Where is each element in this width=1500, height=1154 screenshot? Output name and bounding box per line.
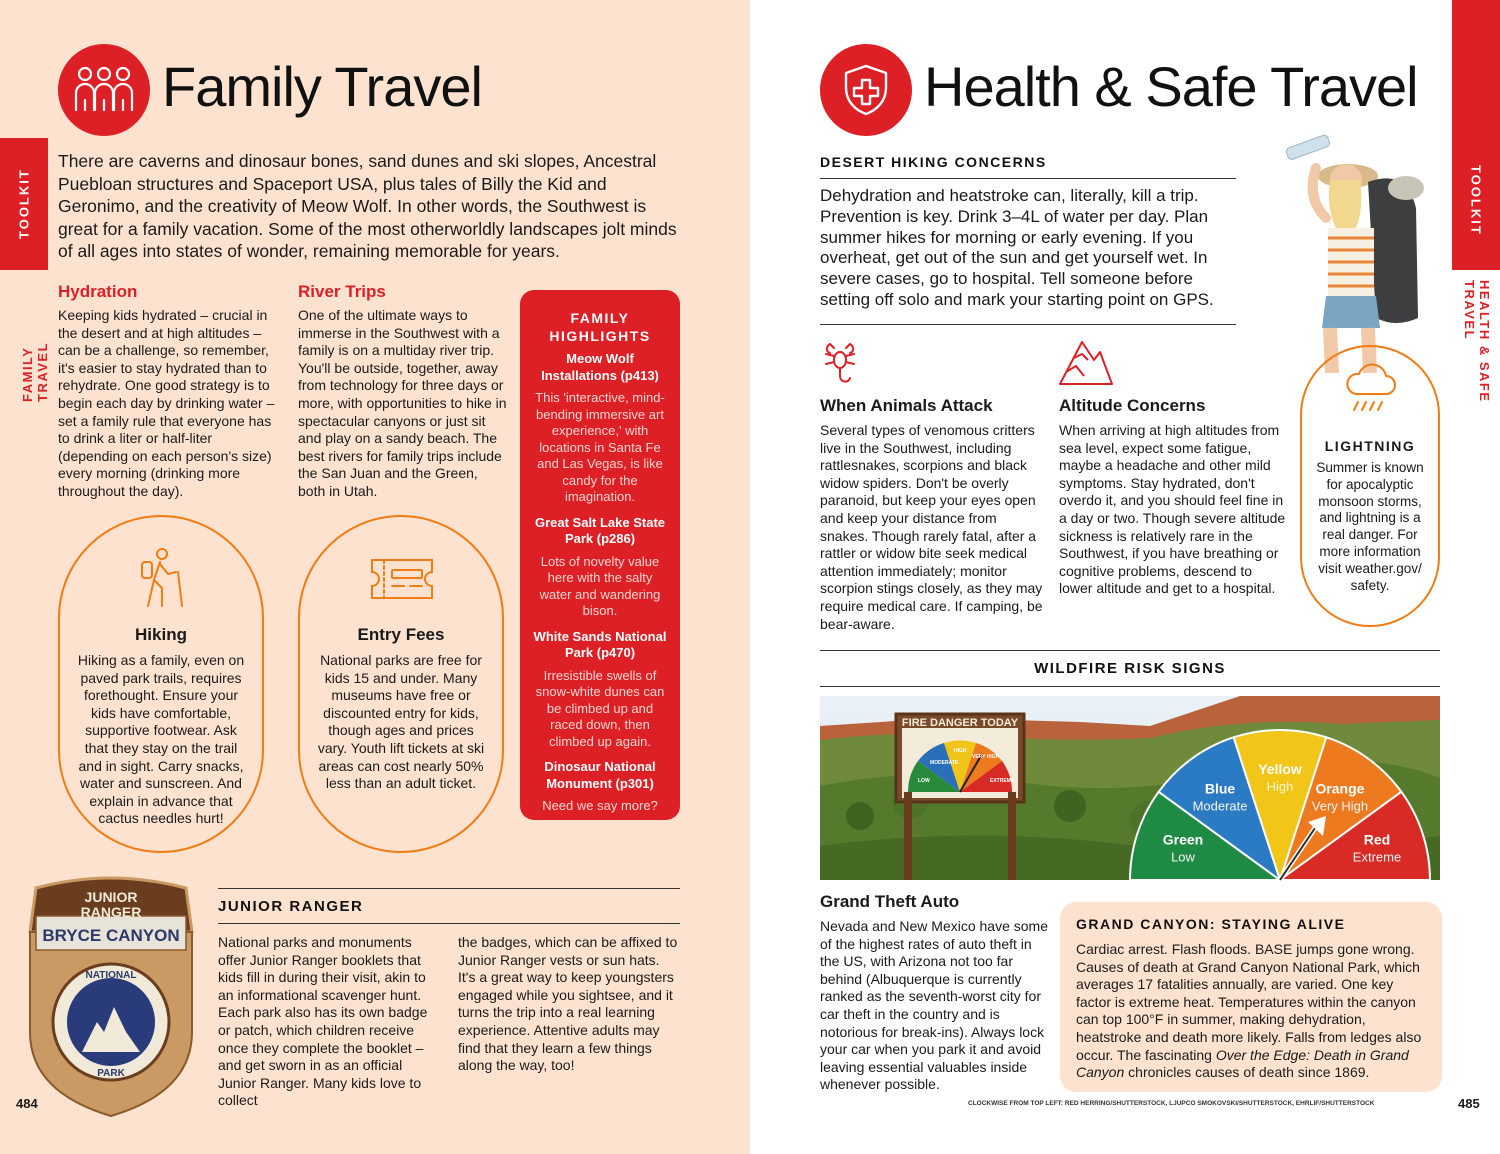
hiking-text: Hiking as a family, even on paved park trails, requires forethought. Ensure your kids have comfortable, supportive footwear. Ask that they stay on the trail and in sight. Carry snacks, water and sunscreen. And explain in advance that cactus needles hurt! [77, 652, 245, 827]
section-label-health: HEALTH & SAFE TRAVEL [1462, 280, 1492, 403]
highlight-name: Dinosaur National Monument (p301) [544, 759, 656, 791]
gauge-level-yellow: High [1266, 779, 1294, 794]
family-icon [58, 44, 150, 136]
book-title: Over the Edge: Death in Grand Canyon [1076, 1046, 1409, 1081]
divider [218, 923, 680, 924]
lightning-text: Summer is known for apocalyptic monsoon storms, and lightning is a real danger. For more information visit weather.gov/ safety. [1316, 460, 1424, 593]
gauge-level-green: Low [1171, 849, 1195, 865]
page-number-left: 484 [16, 1096, 38, 1111]
badge-junior-text: JUNIOR [84, 889, 138, 905]
badge-ranger-text: RANGER [80, 904, 142, 920]
gauge-label-blue: Blue [1204, 780, 1236, 797]
health-cross-icon [820, 44, 912, 136]
desert-hiking-heading: DESERT HIKING CONCERNS [820, 154, 1047, 170]
junior-ranger-badge [22, 872, 200, 1125]
river-trips-text: One of the ultimate ways to immerse in the Southwest with a family is on a multiday river trip. You'll be outside, together, away from technology for three days or more, with opportunities to hike in spectacular canyons or just sit and play on a sandy beach. The best rivers for family trips include the San Juan and the Green, both in Utah. [298, 307, 507, 499]
hydration-text: Keeping kids hydrated – crucial in the desert and at high altitudes – can be a challenge, so remember, it's easier to stay hydrated than to rehydrate. One good strategy is to begin each day by drinking water – set a family rule that everyone has to drink a liter or half-liter (depending on each person's size) every morning (drinking more throughout the day). [58, 307, 275, 499]
gauge-label-green: Green [1162, 831, 1204, 848]
section-label-family-travel: FAMILY TRAVEL [20, 341, 50, 402]
badge-park-label: PARK [97, 1068, 125, 1079]
highlight-text: This 'interactive, mind-bending immersive art experience,' with locations in Santa Fe and Las Vegas, is like candy for the imagination. [535, 390, 665, 504]
mountain-icon [1058, 336, 1114, 391]
divider [218, 888, 680, 889]
junior-ranger-col1: National parks and monuments offer Junior Ranger booklets that kids fill in during their visit, akin to an informational scavenger hunt. Each park also has its own badge or patch, which children receive once they complete the booklet – and get sworn in as an official Junior Ranger. Many kids love to collect [218, 934, 428, 1109]
sign-level-extreme: EXTREME [990, 778, 1015, 784]
fire-risk-gauge [1120, 716, 1440, 887]
highlight-text: Lots of novelty value here with the salty water and wandering bison. [539, 553, 661, 618]
storm-cloud-icon [1344, 362, 1396, 421]
junior-ranger-col2: the badges, which can be affixed to Junior Ranger vests or sun hats. It's a great way to keep youngsters engaged while you sightsee, and it turns the trip into a real learning experience. Attentive adults may find that they learn a few things along the way, too! [458, 934, 678, 1074]
divider [820, 178, 1236, 179]
hiker-icon [136, 548, 186, 615]
altitude-text: When arriving at high altitudes from sea level, expect some fatigue, maybe a headache and other mild symptoms. Stay hydrated, don't overdo it, and you should feel fine in a day or two. Though severe altitude sickness is relatively rare in the Southwest, if you have breathing or cognitive problems, descend to lower altitude and get to a hospital. [1059, 422, 1286, 597]
gauge-level-red: Extreme [1352, 849, 1402, 865]
grand-canyon-text: Cardiac arrest. Flash floods. BASE jumps gone wrong. Causes of death at Grand Canyon National Park, which averages 17 fatalities annually, are varied. One key factor is extreme heat. Temperatures within the canyon can top 100°F in summer, making dehydration, heatstroke and death more likely. Falls from ledges also occur. The fascinating Over the Edge: Death in Grand Canyon chronicles causes of death since 1869. [1076, 941, 1422, 1081]
toolkit-tab-right: TOOLKIT [1452, 0, 1500, 270]
divider [820, 324, 1236, 325]
wildfire-heading: WILDFIRE RISK SIGNS [1034, 660, 1226, 677]
desert-hiking-text: Dehydration and heatstroke can, literally, kill a trip. Prevention is key. Drink 3–4L of water per day. Plan summer hikes for morning or early evening. If you overheat, get out of the sun and get yourself wet. In severe cases, go to hospital. Tell someone before setting off solo and mark your starting point on GPS. [820, 186, 1214, 309]
gauge-label-orange: Orange [1315, 780, 1365, 797]
entry-fees-text: National parks are free for kids 15 and under. Many museums have free or discounted entry for kids, though ages and prices vary. Youth lift tickets at ski areas can cost nearly 50% less than an adult ticket. [317, 652, 485, 792]
highlight-name: White Sands National Park (p470) [533, 628, 667, 660]
auto-text: Nevada and New Mexico have some of the highest rates of auto theft in the US, with Arizona not too far behind (Albuquerque is currently ranked as the seventh-worst city for car theft in the country and is notorious for break-ins). Always lock your car when you park it and avoid leaving essential valuables inside whenever possible. [820, 918, 1049, 1093]
scorpion-icon [820, 338, 866, 391]
entry-fees-heading: Entry Fees [357, 625, 445, 644]
highlight-text: Need we say more? [542, 798, 658, 813]
hydration-heading: Hydration [58, 282, 138, 301]
page-number-right: 485 [1458, 1096, 1480, 1111]
lightning-heading: LIGHTNING [1324, 438, 1416, 454]
junior-ranger-heading: JUNIOR RANGER [218, 898, 364, 915]
hiker-woman-photo [1256, 128, 1446, 378]
sign-level-moderate: MODERATE [930, 760, 959, 766]
page-title-health: Health & Safe Travel [924, 55, 1418, 118]
highlights-title: FAMILY HIGHLIGHTS [549, 310, 651, 344]
sign-level-very-high: VERY HIGH [972, 754, 1000, 760]
river-trips-heading: River Trips [298, 282, 386, 301]
photo-credits: CLOCKWISE FROM TOP LEFT: RED HERRING/SHUTTERSTOCK, LJUPCO SMOKOVSKI/SHUTTERSTOCK, EHRLIF/SHUTTERSTOCK [968, 1100, 1375, 1107]
animals-heading: When Animals Attack [820, 396, 993, 415]
toolkit-tab-left: TOOLKIT [0, 138, 48, 270]
animals-text: Several types of venomous critters live in the Southwest, including rattlesnakes, scorpions and black widow spiders. Don't be overly paranoid, but keep your eyes open and keep your distance from snakes. Though rarely fatal, after a rattler or widow bite seek medical attention immediately; monitor scorpion stings closely, as they may require medical care. If camping, be bear-aware. [820, 422, 1043, 632]
gauge-level-blue: Moderate [1192, 798, 1248, 814]
gauge-label-red: Red [1363, 831, 1391, 848]
auto-heading: Grand Theft Auto [820, 892, 960, 911]
highlight-name: Great Salt Lake State Park (p286) [534, 514, 666, 546]
gauge-level-orange: Very High [1311, 798, 1369, 814]
highlight-text: Irresistible swells of snow-white dunes can be climbed up and raced down, then climbed up again. [535, 667, 665, 749]
right-page [750, 0, 1500, 1154]
divider [820, 686, 1440, 687]
badge-national-text: NATIONAL [85, 970, 137, 981]
sign-level-high: HIGH [954, 748, 967, 754]
page-title-family-travel: Family Travel [162, 55, 482, 118]
family-highlights-box [520, 290, 680, 820]
gauge-label-yellow: Yellow [1258, 761, 1302, 777]
intro-paragraph: There are caverns and dinosaur bones, sand dunes and ski slopes, Ancestral Puebloan structures and Spaceport USA, plus tales of Billy the Kid and Geronimo, and the creativity of Meow Wolf. In other words, the Southwest is great for a family vacation. Some of the most otherworldly landscapes jolt minds of all ages into states of wonder, remaining memorable for years. [58, 151, 677, 261]
grand-canyon-box [1060, 902, 1442, 1092]
ticket-icon [370, 558, 434, 605]
divider [820, 650, 1440, 651]
highlight-name: Meow Wolf Installations (p413) [541, 351, 659, 383]
grand-canyon-heading: GRAND CANYON: STAYING ALIVE [1076, 916, 1346, 932]
hiking-heading: Hiking [135, 625, 187, 644]
sign-title: FIRE DANGER TODAY [901, 717, 1019, 729]
altitude-heading: Altitude Concerns [1059, 396, 1206, 415]
badge-park-text: BRYCE CANYON [42, 926, 180, 945]
sign-level-low: LOW [918, 778, 930, 784]
